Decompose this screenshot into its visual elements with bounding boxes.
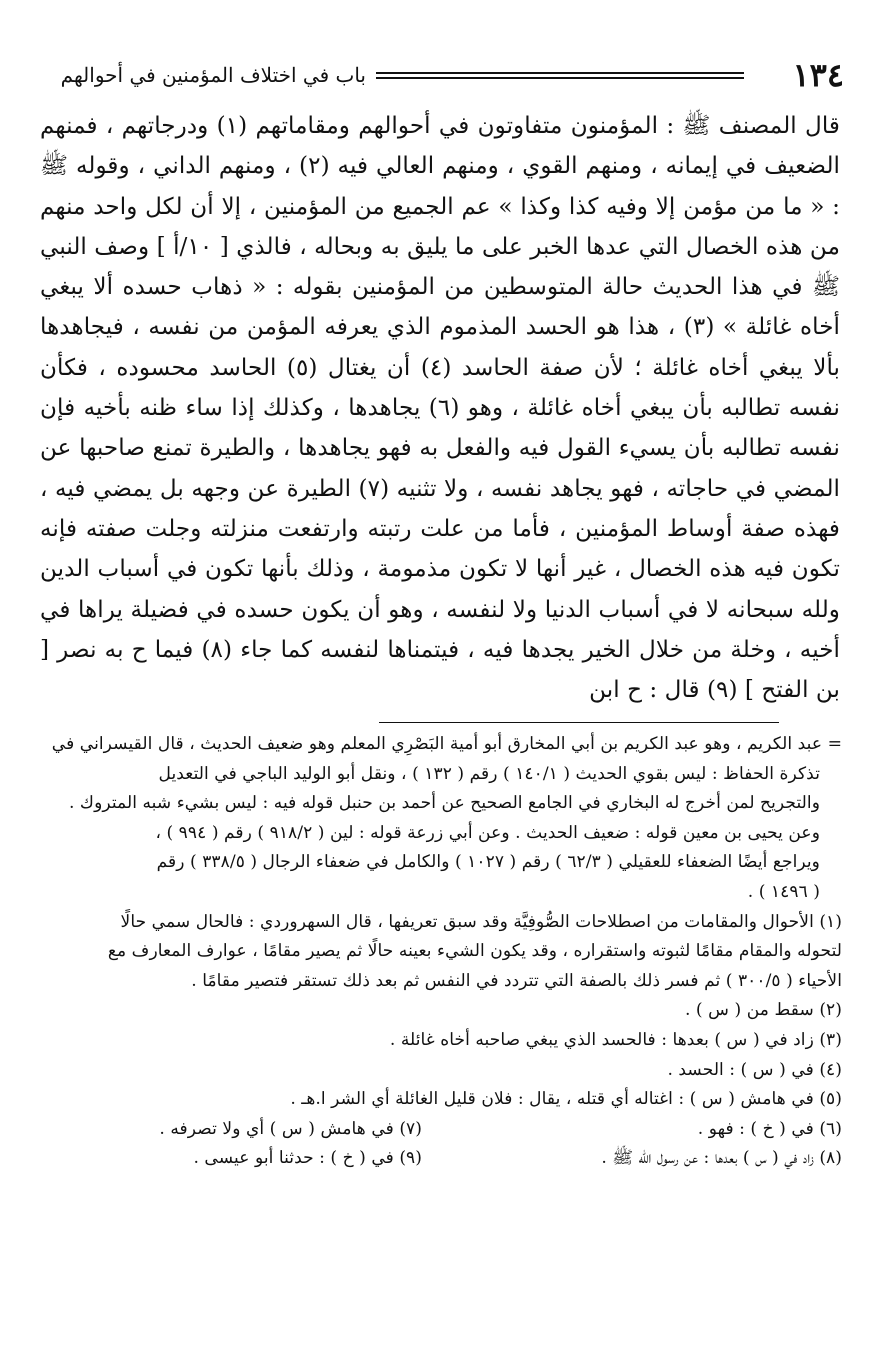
footnote-continued-line: ويراجع أيضًا الضعفاء للعقيلي ( ٦٢/٣ ) رقم ( ١٠٢٧ ) والكامل في ضعفاء الرجال ( ٣٣٨/٥ ) رقم [156, 852, 820, 873]
footnote-continued-line: والتجريح لمن أخرج له البخاري في الجامع الصحيح عن أحمد بن حنبل قوله فيه : ليس بشيء شبه المتروك . [68, 793, 820, 814]
page-number: ١٣٤ [792, 56, 844, 94]
footnote-4: (٤) في ( س ) : الحسد . [667, 1059, 842, 1080]
page-header [36, 55, 844, 95]
main-paragraph: قال المصنف ﷺ : المؤمنون متفاوتون في أحوالهم ومقاماتهم (١) ودرجاتهم ، فمنهم الضعيف في إيمانه ، ومنهم القوي ، ومنهم العالي فيه (٢) ، ومنهم الداني ، وقوله ﷺ : « ما من مؤمن إلا وفيه كذا وكذا » عم الجميع من المؤمنين ، إلا أن لكل واحد منهم من هذه الخصال التي عدها الخبر على ما يليق به وبحاله ، فالذي [ ١٠/أ ] وصف النبي ﷺ في هذا الحديث حالة المتوسطين من المؤمنين بقوله : « ذهاب حسده ألا يبغي أخاه غائلة » (٣) ، هذا هو الحسد المذموم الذي يعرفه المؤمن من نفسه ، فيجاهدها بألا يبغي أخاه غائلة ؛ لأن صفة الحاسد (٤) أن يغتال (٥) الحاسد محسوده ، فكأن نفسه تطالبه بأن يبغي أخاه غائلة ، وهو (٦) يجاهدها ، وكذلك إذا ساء ظنه بأخيه فإن نفسه تطالبه بأن يسيء القول فيه والفعل به فهو يجاهدها ، والطيرة تمنع صاحبها عن المضي في حاجاته ، فهو يجاهد نفسه ، ولا تثنيه (٧) الطيرة عن وجهه بل يمضي فيه ، فهذه صفة أوساط المؤمنين ، فأما من علت رتبته وارتفعت منزلته وجلت صفته فإنه تكون فيه هذه الخصال ، غير أنها لا تكون مذمومة ، وذلك بأنها تكون في أسباب الدين ولله سبحانه لا في أسباب الدنيا ولا لنفسه ، وهو أن يكون حسده في فضيلة يراها في أخيه ، وخلة من خلال الخير يجدها فيه ، فيتمناها لنفسه كما جاء (٨) فيما ح به نصر [ بن الفتح ] (٩) قال : ح ابن [40, 112, 840, 704]
footnote-9: (٩) في ( خ ) : حدثنا أبو عيسى . [193, 1148, 422, 1169]
footnote-row-8-9 [38, 1144, 842, 1174]
footnote-continued-line: ( ١٤٩٦ ) . [747, 881, 820, 902]
footnote-1-line: لتحوله والمقام مقامًا لثبوته واستقراره ، وقد يكون الشيء بعينه حالًا ثم يصير مقامًا ، عوارف المعارف مع [107, 941, 842, 962]
footnote-separator [379, 722, 779, 723]
footnote-5: (٥) في هامش ( س ) : اغتاله أي قتله ، يقال : فلان قليل الغائلة أي الشر ا.هـ . [290, 1089, 842, 1110]
footnote-continued-line: تذكرة الحفاظ : ليس بقوي الحديث ( ١٤٠/١ ) رقم ( ١٣٢ ) ، ونقل أبو الوليد الباجي في التعديل [158, 763, 820, 784]
footnote-6: (٦) في ( خ ) : فهو . [697, 1118, 842, 1139]
footnote-1-line: (١) الأحوال والمقامات من اصطلاحات الصُّوفِيَّة وقد سبق تعريفها ، قال السهروردي : فالحال سمي حالًا [120, 911, 842, 932]
footnote-1-line: الأحياء ( ٣٠٠/٥ ) ثم فسر ذلك بالصفة التي تتردد في النفس ثم بعد ذلك تستقر فتصير مقامًا . [191, 970, 842, 991]
footnote-8: (٨) زاد في ( س ) بعدها : عن رسول الله ﷺ . [601, 1148, 842, 1169]
footnote-continued-line: وعن يحيى بن معين قوله : ضعيف الحديث . وعن أبي زرعة قوله : لين ( ٩١٨/٢ ) رقم ( ٩٩٤ ) ، [155, 822, 820, 843]
footnote-row-6-7 [38, 1115, 842, 1145]
footnotes [38, 730, 842, 1174]
header-rule [376, 72, 744, 79]
footnote-2: (٢) سقط من ( س ) . [685, 1000, 842, 1021]
footnote-7: (٧) في هامش ( س ) أي ولا تصرفه . [159, 1118, 422, 1139]
footnote-3: (٣) زاد في ( س ) بعدها : فالحسد الذي يبغي صاحبه أخاه غائلة . [389, 1029, 842, 1050]
main-text [40, 106, 840, 710]
footnote-continued-line: = عبد الكريم ، وهو عبد الكريم بن أبي المخارق أبو أمية البَصْرِي المعلم وهو ضعيف الحديث ، قال القيسراني في [51, 734, 842, 754]
running-title: باب في اختلاف المؤمنين في أحوالهم [60, 63, 366, 87]
